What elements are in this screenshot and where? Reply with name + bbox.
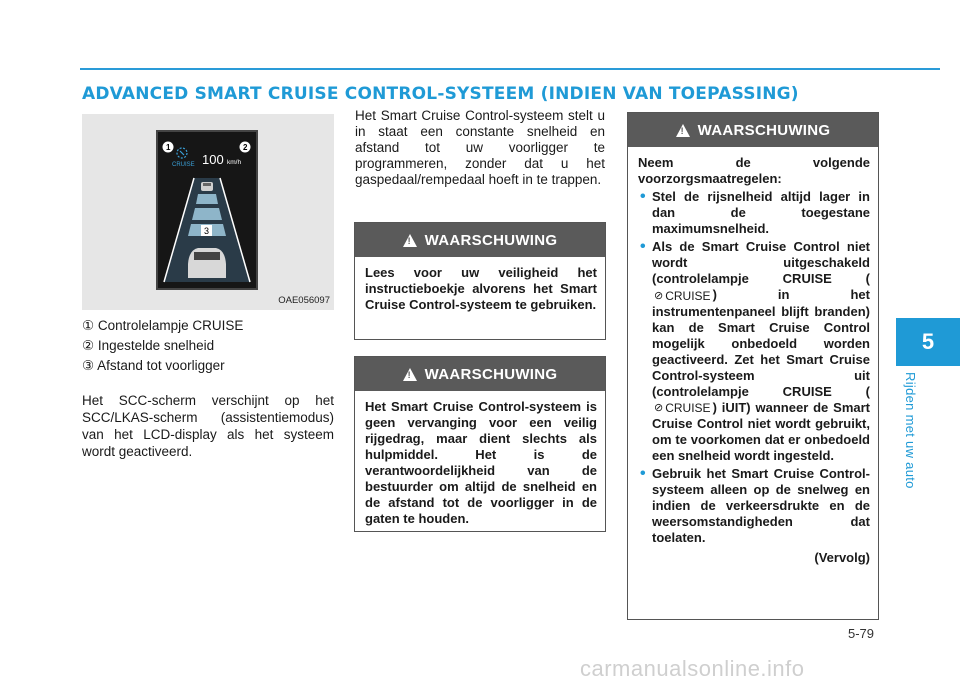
cruise-icon-label: CRUISE	[665, 401, 711, 416]
warning-triangle-icon	[403, 234, 417, 247]
chapter-title: Rijden met uw auto	[903, 372, 918, 489]
bullet-text: Als de Smart Cruise Control niet wordt uitgeschakeld (controlelampje CRUISE (	[652, 239, 870, 286]
scc-display-graphic	[158, 132, 256, 288]
svg-text:1: 1	[166, 143, 171, 152]
warning-header	[628, 113, 878, 147]
own-car-icon	[188, 248, 226, 278]
screen-unit: km/h	[227, 159, 242, 166]
watermark: carmanualsonline.info	[580, 656, 805, 681]
body-paragraph-middle: Het Smart Cruise Control-systeem stelt u in staat een constante snelheid en afstand tot uw voorligger te programmeren, zonder dat u het gaspedaal/rempedaal hoeft in te trappen.	[355, 108, 605, 187]
callout-2	[240, 142, 251, 153]
continued-label: (Vervolg)	[814, 550, 870, 566]
chapter-number-tab: 5	[896, 318, 960, 366]
figure-code: OAE056097	[278, 295, 330, 306]
warning-box-2	[354, 356, 606, 532]
warning-title: WAARSCHUWING	[697, 121, 831, 139]
legend-item: ① Controlelampje CRUISE	[82, 318, 244, 333]
cruise-indicator-inline	[652, 288, 713, 304]
bullet-text: ) iUIT) wanneer de Smart Cruise Control niet wordt gebruikt, om te voorkomen dat er onbedoeld een snelheid wordt ingesteld.	[652, 399, 870, 464]
warning-text: Het Smart Cruise Control-systeem is geen vervanging voor een veilig rijgedrag, maar dient slechts als hulpmiddel. Het is de verantwoordelijkheid van de bestuurder om altijd de snelheid en de afstand tot de voorligger in de gaten te houden.	[365, 399, 597, 526]
bullet-text: ) in het instrumentenpaneel blijft branden) kan de Smart Cruise Control mogelijk onbedoeld worden geactiveerd. Zet het Smart Cruise Control-systeem uit (controlelampje CRUISE (	[652, 287, 870, 399]
warning-header	[355, 357, 605, 391]
warning-bullet	[638, 239, 870, 464]
warning-header	[355, 223, 605, 257]
warning-title: WAARSCHUWING	[424, 365, 558, 383]
svg-text:3: 3	[204, 226, 210, 236]
callout-3	[201, 225, 212, 236]
figure-legend	[82, 316, 334, 376]
cruise-icon: ⊘	[654, 402, 664, 415]
screen-cruise-label: CRUISE	[172, 162, 195, 168]
cluster-figure	[82, 114, 334, 310]
warning-triangle-icon	[403, 368, 417, 381]
front-car-icon	[201, 182, 213, 191]
body-paragraph-left: Het SCC-scherm verschijnt op het SCC/LKAS-scherm (assistentiemodus) van het LCD-display als het systeem wordt geactiveerd.	[82, 393, 334, 459]
warning-bullet: • Stel de rijsnelheid altijd lager in dan de toegestane maximumsnelheid.	[638, 189, 870, 237]
legend-item: ② Ingestelde snelheid	[82, 338, 215, 353]
cruise-icon: ⊘	[654, 289, 664, 302]
legend-item: ③ Afstand tot voorligger	[82, 358, 225, 373]
callout-1	[163, 142, 174, 153]
warning-box-3	[627, 112, 879, 620]
warning-bullet: • Gebruik het Smart Cruise Control-systeem alleen op de snelweg en indien de verkeersdrukte en de weersomstandigheden dat toelaten.	[638, 466, 870, 546]
section-title: ADVANCED SMART CRUISE CONTROL-SYSTEEM (INDIEN VAN TOEPASSING)	[82, 84, 799, 104]
page-number: 5-79	[848, 626, 875, 641]
cruise-indicator-inline	[652, 400, 713, 416]
warning-intro: Neem de volgende voorzorgsmaatregelen:	[638, 155, 870, 186]
top-rule	[80, 68, 940, 70]
cruise-icon-label: CRUISE	[665, 288, 711, 303]
warning-triangle-icon	[676, 124, 690, 137]
svg-text:2: 2	[243, 143, 248, 152]
lcd-screen	[156, 130, 258, 290]
warning-text: Lees voor uw veiligheid het instructieboekje alvorens het Smart Cruise Control-systeem te gebruiken.	[365, 265, 597, 312]
warning-box-1	[354, 222, 606, 340]
chapter-title-vertical	[896, 372, 924, 512]
warning-title: WAARSCHUWING	[424, 231, 558, 249]
screen-speed: 100	[202, 152, 224, 167]
warning-body	[628, 147, 878, 574]
